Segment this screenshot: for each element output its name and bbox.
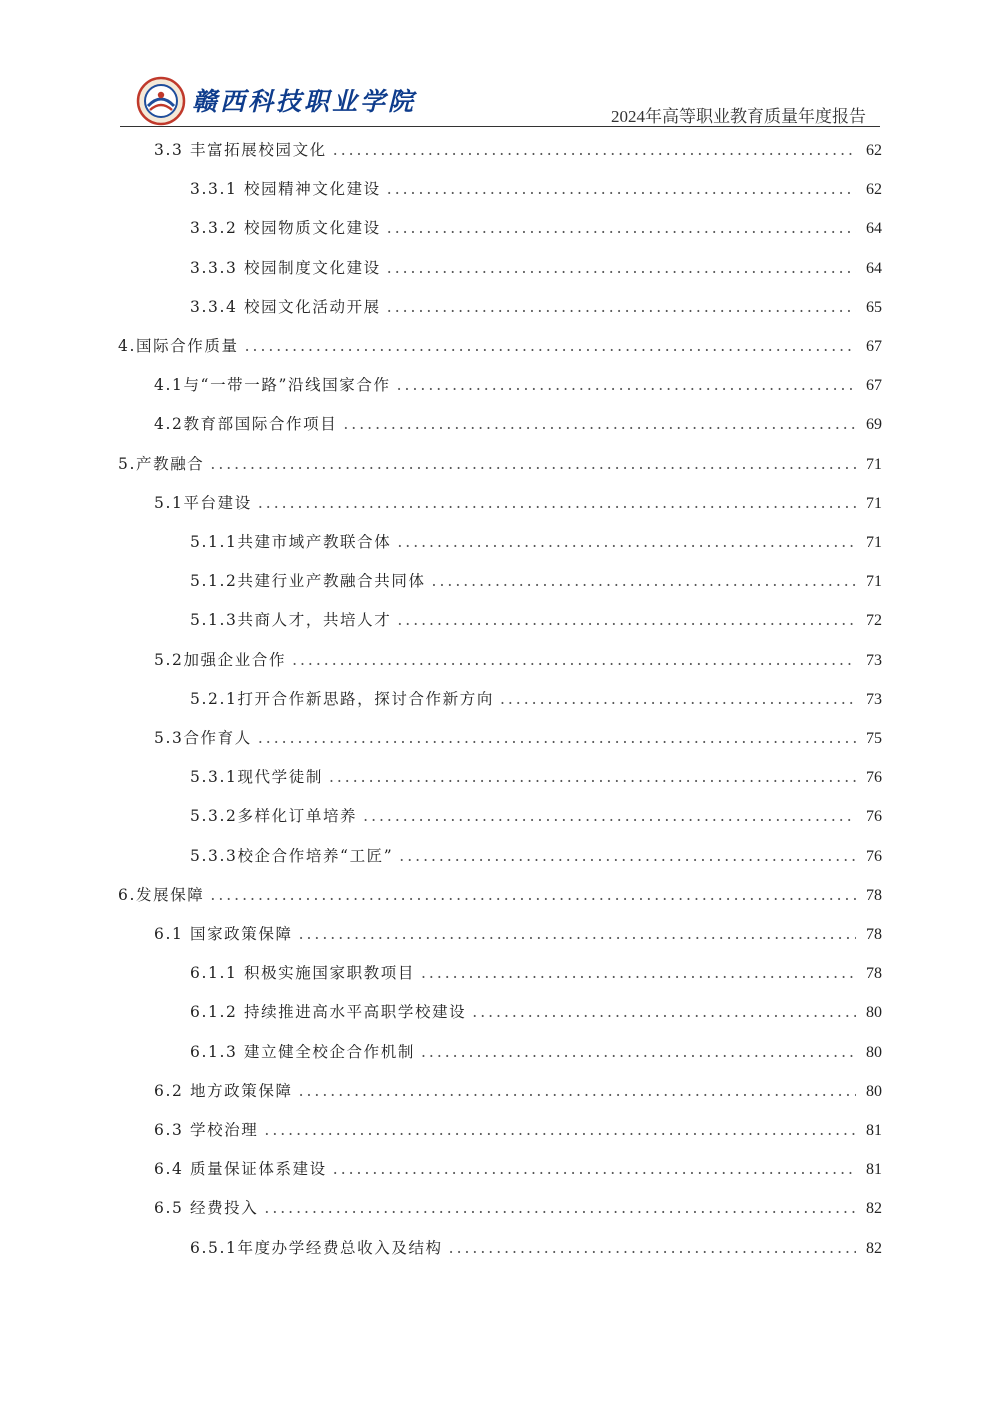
- toc-entry-page-number: 75: [866, 730, 882, 747]
- toc-entry[interactable]: [190, 961, 882, 985]
- toc-entry-title: 5.产教融合: [118, 454, 205, 473]
- dot-leader: [329, 768, 856, 786]
- toc-entry[interactable]: [154, 1196, 882, 1220]
- dot-leader: [387, 298, 856, 316]
- dot-leader: [363, 807, 856, 825]
- dot-leader: [432, 572, 856, 590]
- toc-entry-title: 6.5 经费投入: [154, 1199, 259, 1218]
- toc-entry-page-number: 62: [866, 142, 882, 159]
- school-name: 赣西科技职业学院: [192, 87, 417, 116]
- toc-entry-page-number: 82: [866, 1239, 882, 1257]
- toc-entry-page-number: 81: [866, 1122, 882, 1139]
- toc-entry[interactable]: [154, 726, 882, 750]
- toc-entry-title: 3.3.3 校园制度文化建设: [190, 258, 381, 277]
- toc-entry-page-number: 73: [866, 690, 882, 708]
- toc-entry-title: 6.2 地方政策保障: [154, 1081, 293, 1100]
- dot-leader: [264, 1121, 856, 1139]
- toc-entry[interactable]: [154, 922, 882, 946]
- toc-entry-page-number: 64: [866, 220, 882, 238]
- school-logo-icon: [136, 76, 186, 126]
- toc-entry-page-number: 71: [866, 573, 882, 591]
- toc-entry[interactable]: [118, 452, 882, 476]
- toc-entry[interactable]: [190, 530, 882, 554]
- dot-leader: [500, 690, 856, 708]
- toc-entry-page-number: 80: [866, 1004, 882, 1022]
- toc-entry[interactable]: [190, 844, 882, 868]
- page-header: [120, 70, 880, 128]
- toc-entry-page-number: 73: [866, 651, 882, 669]
- dot-leader: [210, 455, 856, 473]
- toc-entry[interactable]: [190, 1000, 882, 1024]
- dot-leader: [333, 141, 856, 159]
- toc-entry-title: 5.1.2共建行业产教融合共同体: [190, 572, 426, 591]
- toc-entry-page-number: 64: [866, 259, 882, 277]
- dot-leader: [210, 886, 856, 904]
- toc-entry-title: 5.2.1打开合作新思路，探讨合作新方向: [190, 689, 494, 708]
- dot-leader: [258, 729, 856, 747]
- toc-entry-page-number: 67: [866, 377, 882, 395]
- toc-entry[interactable]: [154, 412, 882, 436]
- toc-entry-title: 5.1.3共商人才，共培人才: [190, 611, 392, 630]
- toc-entry-page-number: 69: [866, 416, 882, 434]
- toc-entry[interactable]: [190, 177, 882, 201]
- dot-leader: [264, 1199, 856, 1217]
- toc-entry-title: 5.2加强企业合作: [154, 650, 287, 669]
- toc-entry-page-number: 76: [866, 769, 882, 787]
- toc-entry-page-number: 71: [866, 494, 882, 512]
- dot-leader: [421, 1043, 856, 1061]
- dot-leader: [258, 494, 856, 512]
- toc-entry-page-number: 67: [866, 338, 882, 355]
- toc-entry-title: 3.3.1 校园精神文化建设: [190, 180, 381, 199]
- toc-entry[interactable]: [118, 334, 882, 358]
- dot-leader: [397, 611, 856, 629]
- toc-entry-page-number: 78: [866, 886, 882, 904]
- toc-entry-page-number: 76: [866, 847, 882, 865]
- dot-leader: [387, 259, 856, 277]
- toc-entry[interactable]: [154, 1118, 882, 1142]
- toc-entry-page-number: 71: [866, 455, 882, 473]
- toc-entry-page-number: 82: [866, 1200, 882, 1218]
- dot-leader: [472, 1003, 856, 1021]
- dot-leader: [299, 925, 856, 943]
- toc-entry[interactable]: [190, 569, 882, 593]
- toc-entry-title: 3.3.4 校园文化活动开展: [190, 297, 381, 316]
- dot-leader: [397, 376, 856, 394]
- toc-entry-title: 5.3合作育人: [154, 729, 252, 747]
- toc-entry[interactable]: [190, 1236, 882, 1260]
- toc-entry-title: 5.3.3校企合作培养“工匠”: [190, 846, 394, 865]
- toc-entry[interactable]: [118, 883, 882, 907]
- toc-entry[interactable]: [154, 373, 882, 397]
- toc-entry-title: 3.3 丰富拓展校园文化: [154, 141, 327, 159]
- toc-entry[interactable]: [190, 256, 882, 280]
- report-title: 2024年高等职业教育质量年度报告: [611, 107, 866, 126]
- toc-entry-title: 6.1.1 积极实施国家职教项目: [190, 964, 415, 983]
- toc-entry-title: 6.1.2 持续推进高水平高职学校建设: [190, 1003, 467, 1022]
- toc-entry[interactable]: [190, 1040, 882, 1064]
- toc-entry[interactable]: [154, 648, 882, 672]
- toc-entry-title: 5.1平台建设: [154, 493, 252, 512]
- toc-entry[interactable]: [190, 687, 882, 711]
- toc-entry-page-number: 62: [866, 181, 882, 199]
- toc-entry-title: 5.1.1共建市域产教联合体: [190, 533, 392, 551]
- dot-leader: [245, 337, 856, 355]
- dot-leader: [449, 1239, 856, 1257]
- dot-leader: [421, 964, 856, 982]
- toc-entry-title: 4.2教育部国际合作项目: [154, 415, 338, 434]
- toc-entry-title: 5.3.1现代学徒制: [190, 768, 323, 787]
- toc-entry[interactable]: [154, 1079, 882, 1103]
- toc-entry-page-number: 72: [866, 612, 882, 630]
- toc-entry-page-number: 65: [866, 298, 882, 316]
- toc-entry[interactable]: [190, 804, 882, 828]
- toc-entry[interactable]: [154, 491, 882, 515]
- toc-entry-page-number: 76: [866, 808, 882, 826]
- dot-leader: [292, 651, 856, 669]
- header-divider: [120, 126, 880, 127]
- toc-entry-title: 6.1 国家政策保障: [154, 925, 293, 943]
- toc-entry-title: 6.3 学校治理: [154, 1121, 259, 1139]
- dot-leader: [333, 1160, 856, 1178]
- toc-entry-page-number: 78: [866, 965, 882, 983]
- toc-entry-page-number: 78: [866, 926, 882, 943]
- toc-entry[interactable]: [190, 765, 882, 789]
- toc-entry-title: 6.发展保障: [118, 885, 205, 904]
- toc-entry-title: 3.3.2 校园物质文化建设: [190, 219, 381, 238]
- dot-leader: [299, 1082, 856, 1100]
- toc-entry-title: 6.1.3 建立健全校企合作机制: [190, 1042, 415, 1061]
- toc-entry[interactable]: [190, 608, 882, 632]
- toc-entry[interactable]: [190, 216, 882, 240]
- dot-leader: [343, 415, 856, 433]
- dot-leader: [387, 180, 856, 198]
- dot-leader: [399, 847, 856, 865]
- toc-entry-title: 6.4 质量保证体系建设: [154, 1160, 327, 1179]
- toc-entry[interactable]: [154, 1157, 882, 1181]
- toc-entry-title: 5.3.2多样化订单培养: [190, 807, 358, 826]
- toc-entry-page-number: 80: [866, 1082, 882, 1100]
- toc-entry-page-number: 71: [866, 534, 882, 551]
- toc-entry-title: 6.5.1年度办学经费总收入及结构: [190, 1238, 443, 1257]
- dot-leader: [397, 533, 856, 551]
- toc-entry-title: 4.1与“一带一路”沿线国家合作: [154, 376, 391, 395]
- toc-entry-page-number: 80: [866, 1043, 882, 1061]
- toc-entry[interactable]: [190, 295, 882, 319]
- toc-entry-title: 4.国际合作质量: [118, 337, 239, 355]
- toc-entry[interactable]: [154, 138, 882, 162]
- dot-leader: [387, 219, 856, 237]
- toc-entry-page-number: 81: [866, 1161, 882, 1179]
